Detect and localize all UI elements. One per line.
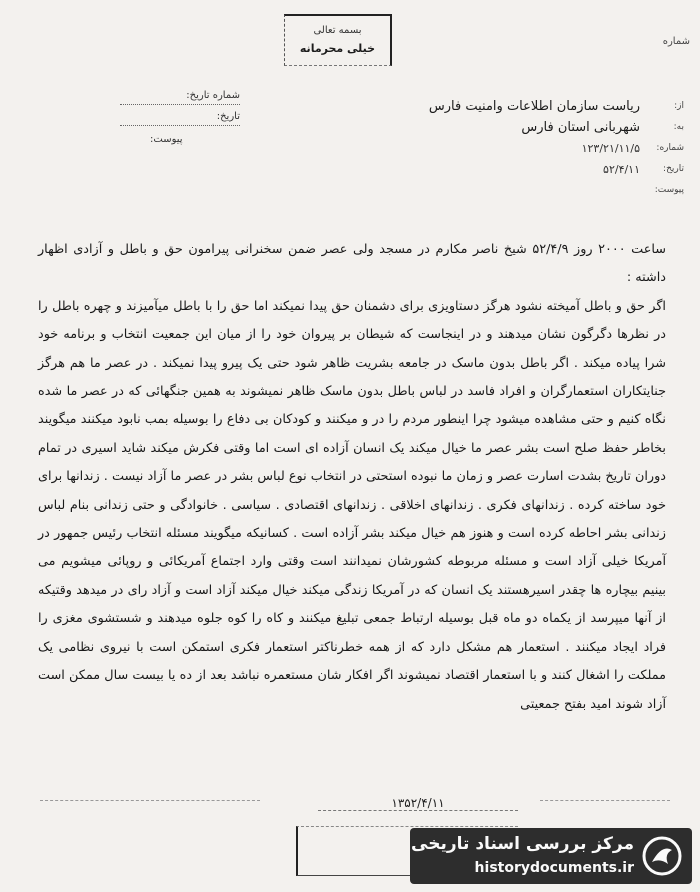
left-field: شماره تاریخ: [120,88,240,105]
stamp-line-2: خیلی محرمانه [299,42,376,55]
address-row [384,159,684,180]
address-row [384,96,684,117]
address-row [384,138,684,159]
address-value: ۱۲۳/۲۱/۱۱/۵ [581,142,640,155]
address-value: ۵۲/۴/۱۱ [603,163,640,176]
footer-divider-right [540,800,670,801]
footer-date: ۱۳۵۲/۴/۱۱ [318,796,518,811]
address-row [384,117,684,138]
address-label: پیوست: [654,185,684,195]
footer-divider-left [40,800,260,801]
archive-logo [410,828,692,884]
address-value: شهربانی استان فارس [521,120,640,135]
body-paragraph-intro: ساعت ۲۰۰۰ روز ۵۲/۴/۹ شیخ ناصر مکارم در مسجد ولی عصر ضمن سخنرانی پیرامون حق و باطل و آزادی اظهار داشته : [38,242,666,286]
stamp-line-1: بسمه تعالی [313,25,362,36]
top-right-mark: شماره [662,36,690,47]
archive-emblem-icon [642,836,682,876]
address-label: تاریخ: [663,164,684,174]
left-field: تاریخ: [120,109,240,126]
address-value: ریاست سازمان اطلاعات وامنیت فارس [428,99,640,114]
header-stamp [284,14,392,66]
address-label: شماره: [656,143,684,153]
address-label: به: [673,122,684,132]
left-fields [120,88,240,130]
left-field-attachment: پیوست: [150,134,183,145]
letter-body [38,236,666,719]
address-block [384,96,684,201]
logo-url: historydocuments.ir [474,860,634,876]
logo-title: مرکز بررسی اسناد تاریخی [411,834,634,854]
address-row [384,180,684,201]
address-label: از: [674,101,684,111]
body-paragraph-main: اگر حق و باطل آمیخته نشود هرگز دستاویزی برای دشمنان حق پیدا نمیکند اما حق را با باطل میآمیزند و چهره باطل را در نظرها دگرگون نشان میدهند و در اینجاست که شیطان بر پیروان خود را از میان این جمعیت انتخاب و برنامه خود شرا پیاده میکند . اگر باطل بدون ماسک در جامعه بشریت ظاهر شود حتی یک پیرو پیدا نمیکند . در عصر ما هم هرگز جنایتکاران استعمارگران و افراد فاسد در لباس باطل بدون ماسک ظاهر نمیشوند به همین جنگهائی که در عصر ما شده نگاه کنیم و حتی مشاهده میشود چرا اینطور مردم را در و میکنند و کودکان بی دفاع را بوسیله بمب نابود میکنند میگویند بخاطر حفظ صلح است بشر عصر ما خیال میکند یک انسان آزاده ای است اما وقتی فکرش میکند شاید اسیری در تمام دوران تاریخ بشدت اسارت عصر و زمان ما نبوده استحتی در انتخاب نوع لباس بشر در عصر ما آزاد نیست . زندانها برای خود ساخته کرده . زندانهای فکری . زندانهای اخلاقی . زندانهای اقتصادی . سیاسی . خانوادگی و حتی زندانی بنام لباس زندانی بشر احاطه کرده است و هنوز هم خیال میکند بشر آزاده است . کسانیکه میگویند مسئله انتخاب رئیس جمهور در آمریکا خیلی آزاد است و مسئله مربوطه کشورشان نمیدانند است وقتی وارد اجتماع آمریکائی و روپائی میشویم می بینیم بیچاره ها چقدر اسیرهستند یک انسان که در آمریکا زندگی میکند خیال میکند آزاد است و آزاد رای در میدهد وقتیکه از آنها میپرسد از یکماه دو ماه قبل بوسیله ارتباط جمعی تبلیغ میکنند و کاه را کوه جلوه میدهند و شستشوی مغزی را فراد ایجاد میکنند . استعمار هم مشکل دارد که از همه خطرناکتر استعمار فکری استمکن است با نیروی نظامی یک مملکت را اشغال کنند و با استعمار اقتصاد نمیشوند اگر افکار شان مستعمره نباشد بعد از ده یا بیست سال ممکن است آزاد شوند امید بفتح جمعیتی [38,298,666,712]
